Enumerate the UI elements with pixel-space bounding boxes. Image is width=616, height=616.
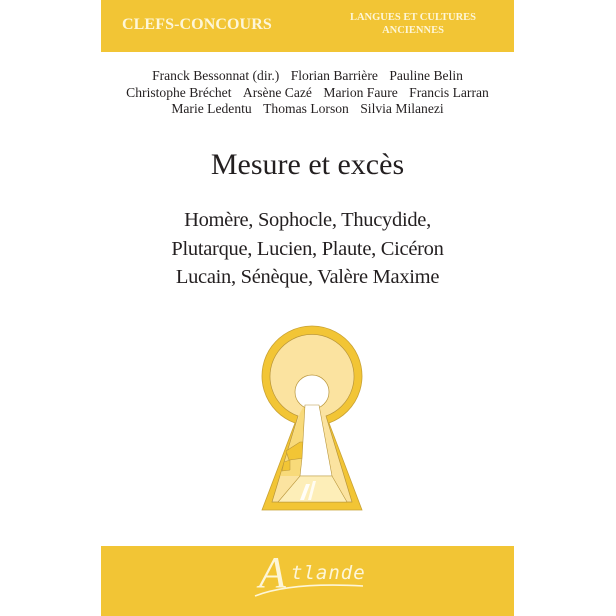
series-name: CLEFS-CONCOURS	[122, 16, 272, 33]
authors-line-2	[101, 85, 514, 102]
author: Marion Faure	[323, 84, 398, 100]
book-title: Mesure et excès	[210, 148, 405, 181]
footer-band	[101, 546, 514, 616]
authors-line-1	[101, 68, 514, 85]
author: Silvia Milanezi	[360, 101, 444, 116]
authors-line-3	[101, 101, 514, 118]
publisher-logo	[251, 548, 381, 602]
authors-list	[101, 68, 514, 118]
logo-text: tlande	[291, 562, 366, 584]
header-band	[101, 0, 514, 52]
author: Thomas Lorson	[263, 101, 349, 116]
subtitle-line-2: Plutarque, Lucien, Plaute, Cicéron	[171, 237, 444, 260]
author: Arsène Cazé	[242, 84, 312, 100]
author: Francis Larran	[409, 84, 489, 100]
book-subtitle	[101, 206, 514, 292]
author: Pauline Belin	[389, 68, 463, 83]
author: Marie Ledentu	[171, 101, 252, 116]
collection-line-2: ANCIENNES	[382, 25, 444, 36]
author: Franck Bessonnat (dir.)	[152, 68, 280, 83]
keyhole-icon	[252, 320, 372, 520]
subtitle-line-1: Homère, Sophocle, Thucydide,	[184, 209, 431, 231]
collection-line-1: LANGUES ET CULTURES	[349, 12, 477, 23]
subtitle-line-3: Lucain, Sénèque, Valère Maxime	[175, 266, 440, 288]
logo-swoosh-icon	[251, 552, 381, 602]
author: Christophe Bréchet	[126, 84, 232, 100]
logo-initial: A	[259, 548, 286, 597]
author: Florian Barrière	[290, 68, 378, 83]
collection-name	[328, 11, 498, 37]
